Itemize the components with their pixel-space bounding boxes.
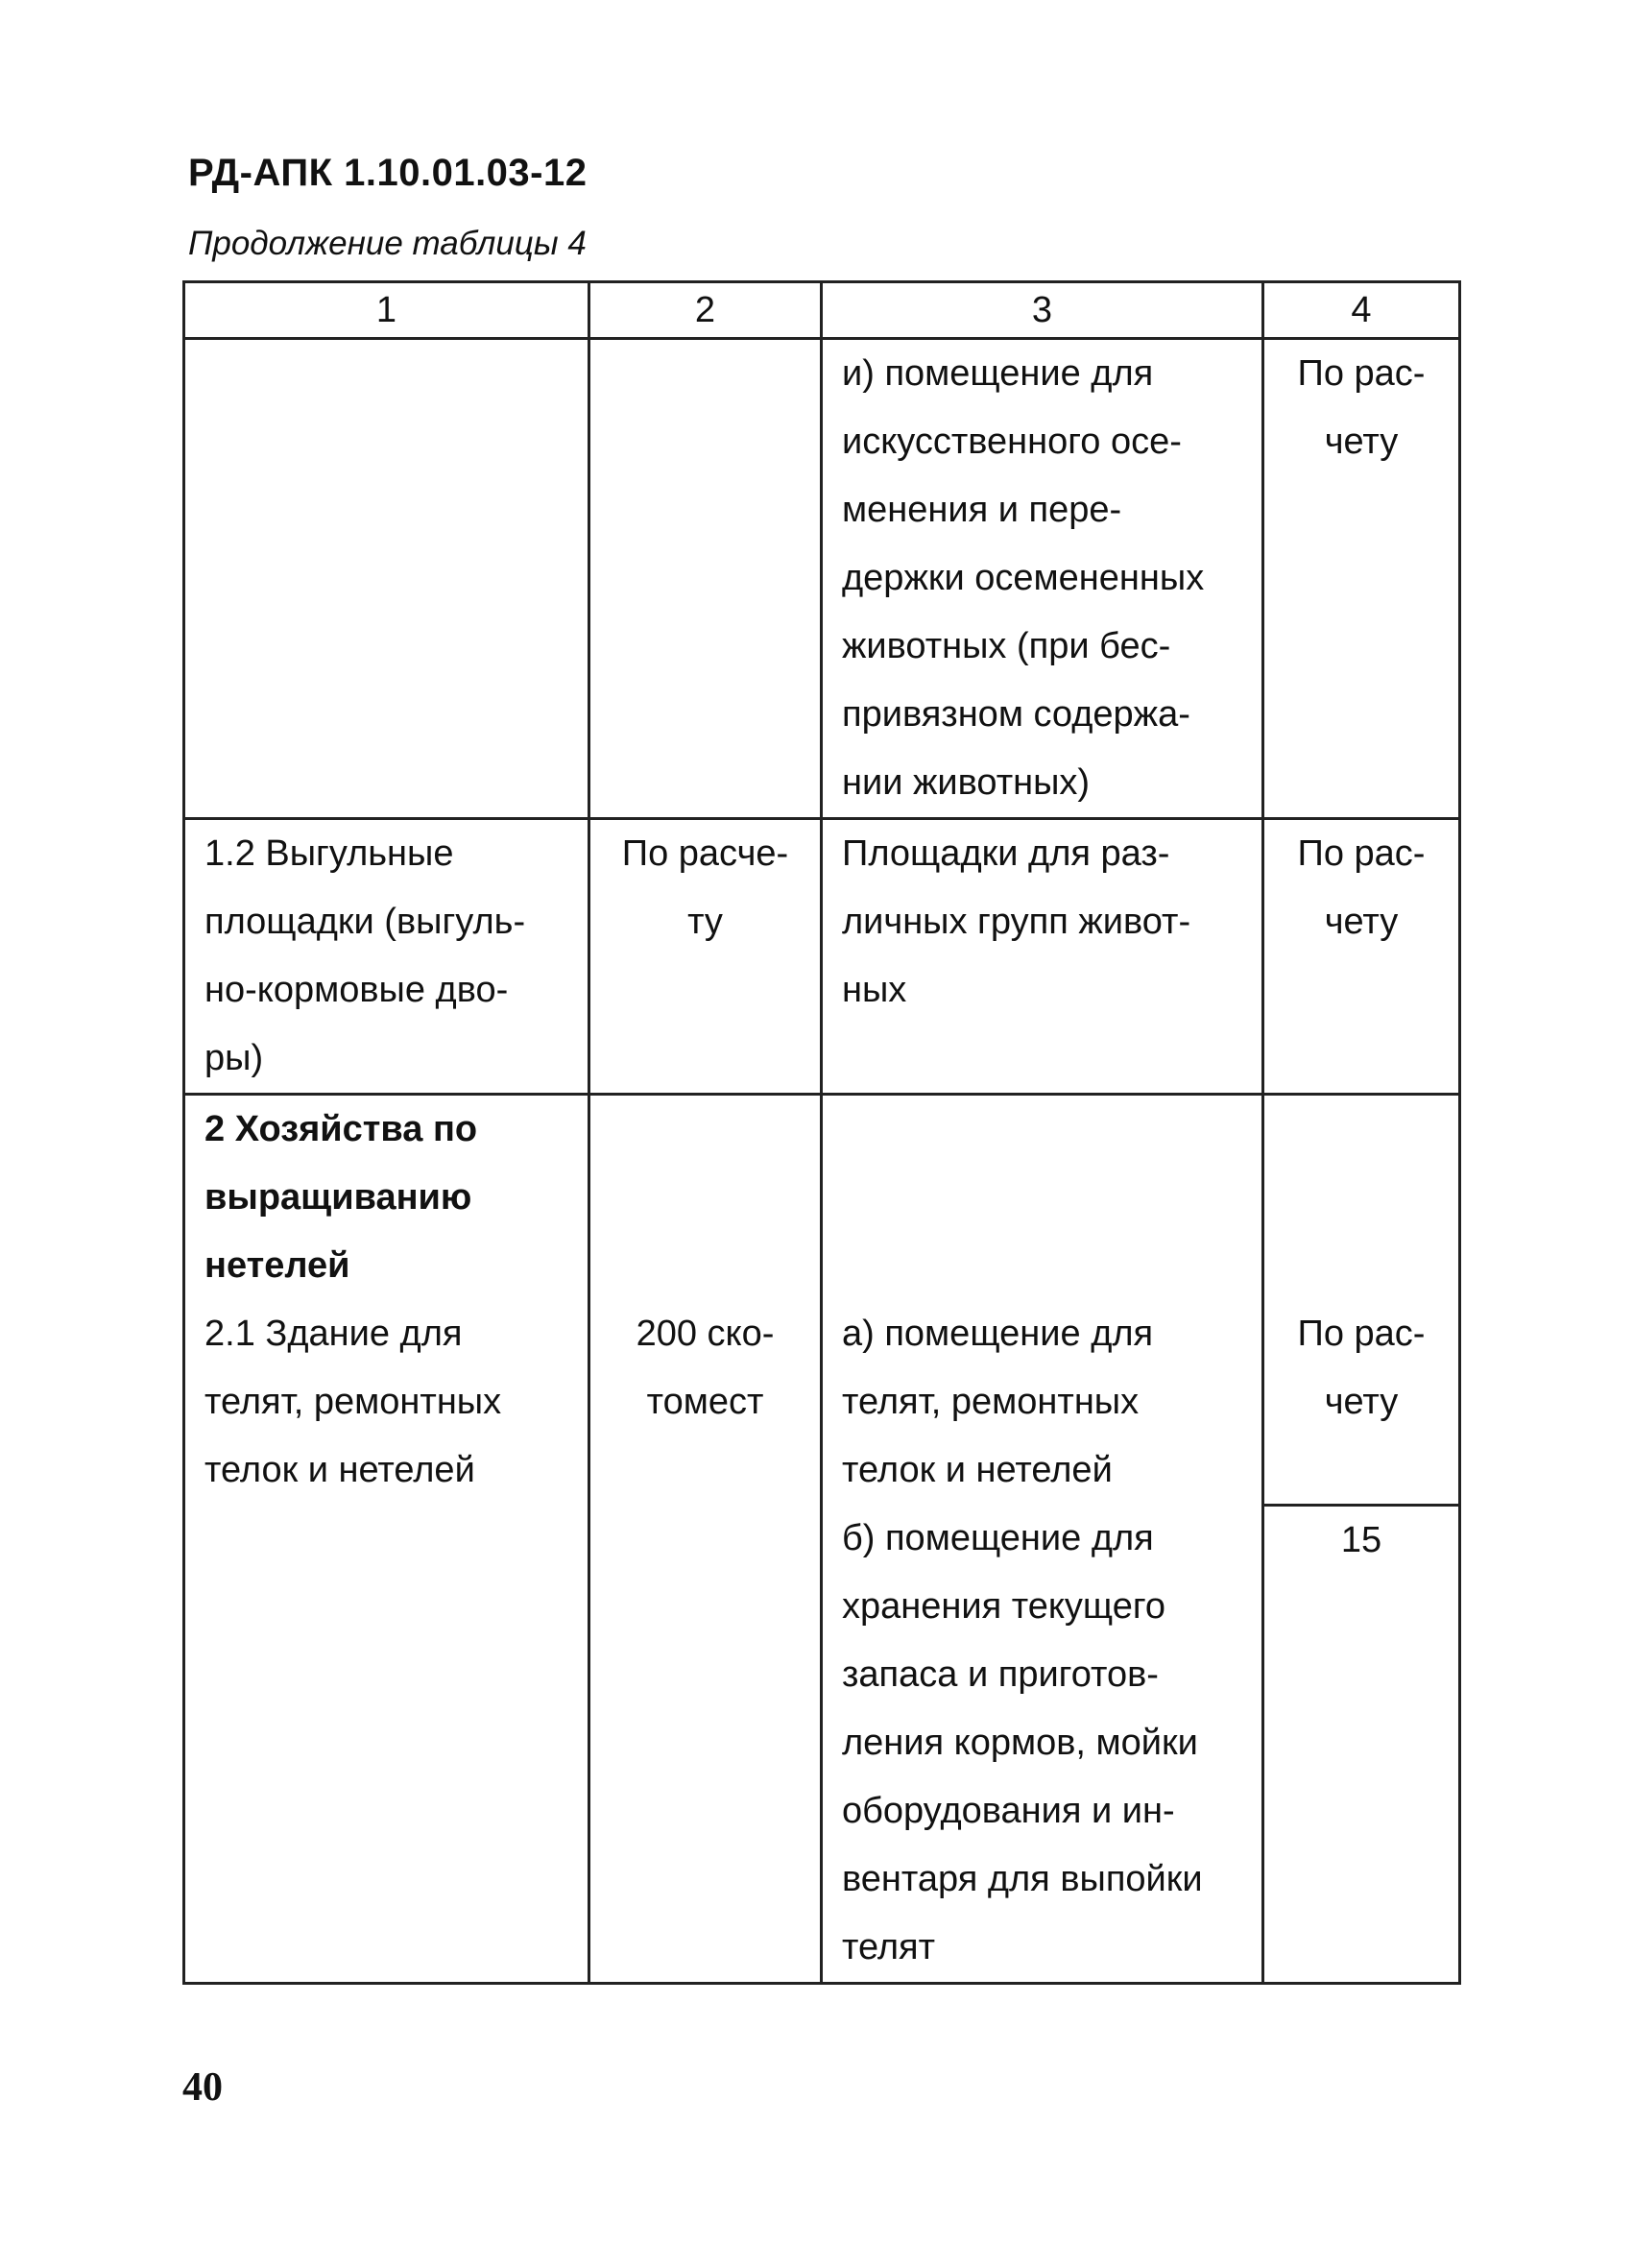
text-line: 2.1 Здание для <box>204 1314 463 1354</box>
capacity-cell <box>589 819 822 1095</box>
text-line: ных <box>842 970 907 1010</box>
text-line: привязном содержа- <box>842 694 1190 735</box>
text-line: телок и нетелей <box>842 1450 1113 1490</box>
capacity-cell <box>589 1095 822 1984</box>
table-row <box>184 1095 1460 1506</box>
text-line: По рас- <box>1297 833 1426 874</box>
text-line: 15 <box>1340 1519 1382 1560</box>
text-line: вентаря для выпойки <box>842 1859 1203 1899</box>
table-header-row <box>184 282 1460 339</box>
text-line: телят, ремонтных <box>842 1382 1140 1422</box>
text-line: а) помещение для <box>842 1314 1154 1354</box>
document-code: РД-АПК 1.10.01.03-12 <box>188 152 588 194</box>
text-line: нии животных) <box>842 762 1091 803</box>
text-line: искусственного осе- <box>842 422 1182 462</box>
spacer-line <box>842 1096 1242 1164</box>
text-line: По расче- <box>621 833 789 874</box>
room-description-cell <box>822 339 1263 819</box>
section-title-line: нетелей <box>204 1245 350 1286</box>
spacer-line <box>1284 1096 1439 1164</box>
text-line: По рас- <box>1297 1314 1426 1354</box>
text-line: запаса и приготов- <box>842 1654 1159 1695</box>
text-line: чету <box>1324 422 1399 462</box>
empty-cell <box>589 339 822 819</box>
header-cell: 1 <box>184 282 589 339</box>
header-cell: 4 <box>1263 282 1460 339</box>
text-line: ления кормов, мойки <box>842 1723 1198 1763</box>
text-line: По рас- <box>1297 353 1426 394</box>
spacer-line <box>842 1164 1242 1232</box>
text-line: телят, ремонтных <box>204 1382 502 1422</box>
text-line: телят <box>842 1927 936 1967</box>
text-line: ту <box>687 902 723 942</box>
text-line: телок и нетелей <box>204 1450 475 1490</box>
object-cell <box>184 819 589 1095</box>
text-line: менения и пере- <box>842 490 1122 530</box>
text-line: 1.2 Выгульные <box>204 833 454 874</box>
spacer-line <box>610 1164 801 1232</box>
norm-cell <box>1263 819 1460 1095</box>
text-line: держки осемененных <box>842 558 1205 598</box>
section-title-line: выращиванию <box>204 1177 472 1218</box>
norm-cell <box>1263 1505 1460 1984</box>
empty-cell <box>184 339 589 819</box>
spacer-line <box>610 1096 801 1164</box>
text-line: Площадки для раз- <box>842 833 1170 874</box>
text-line: чету <box>1324 1382 1399 1422</box>
text-line: чету <box>1324 902 1399 942</box>
text-line: но-кормовые дво- <box>204 970 509 1010</box>
header-cell: 2 <box>589 282 822 339</box>
spacer-line <box>1284 1232 1439 1300</box>
table-row <box>184 339 1460 819</box>
room-description-cell <box>822 1095 1263 1506</box>
text-line: животных (при бес- <box>842 626 1171 666</box>
text-line: личных групп живот- <box>842 902 1191 942</box>
header-cell: 3 <box>822 282 1263 339</box>
table-caption: Продолжение таблицы 4 <box>188 225 587 262</box>
text-line: 200 ско- <box>636 1314 775 1354</box>
spacer-line <box>610 1232 801 1300</box>
norm-cell <box>1263 1095 1460 1506</box>
text-line: томест <box>646 1382 764 1422</box>
spacer-line <box>1284 1164 1439 1232</box>
text-line: б) помещение для <box>842 1518 1154 1558</box>
table-row <box>184 819 1460 1095</box>
room-description-cell <box>822 819 1263 1095</box>
text-line: оборудования и ин- <box>842 1791 1175 1831</box>
spacer-line <box>842 1232 1242 1300</box>
object-cell <box>184 1095 589 1984</box>
page-number: 40 <box>182 2065 223 2110</box>
text-line: площадки (выгуль- <box>204 902 526 942</box>
text-line: и) помещение для <box>842 353 1154 394</box>
data-table <box>182 280 1461 1985</box>
text-line: хранения текущего <box>842 1586 1166 1627</box>
norm-cell <box>1263 339 1460 819</box>
text-line: ры) <box>204 1038 264 1078</box>
room-description-cell <box>822 1505 1263 1984</box>
section-title-line: 2 Хозяйства по <box>204 1109 478 1149</box>
